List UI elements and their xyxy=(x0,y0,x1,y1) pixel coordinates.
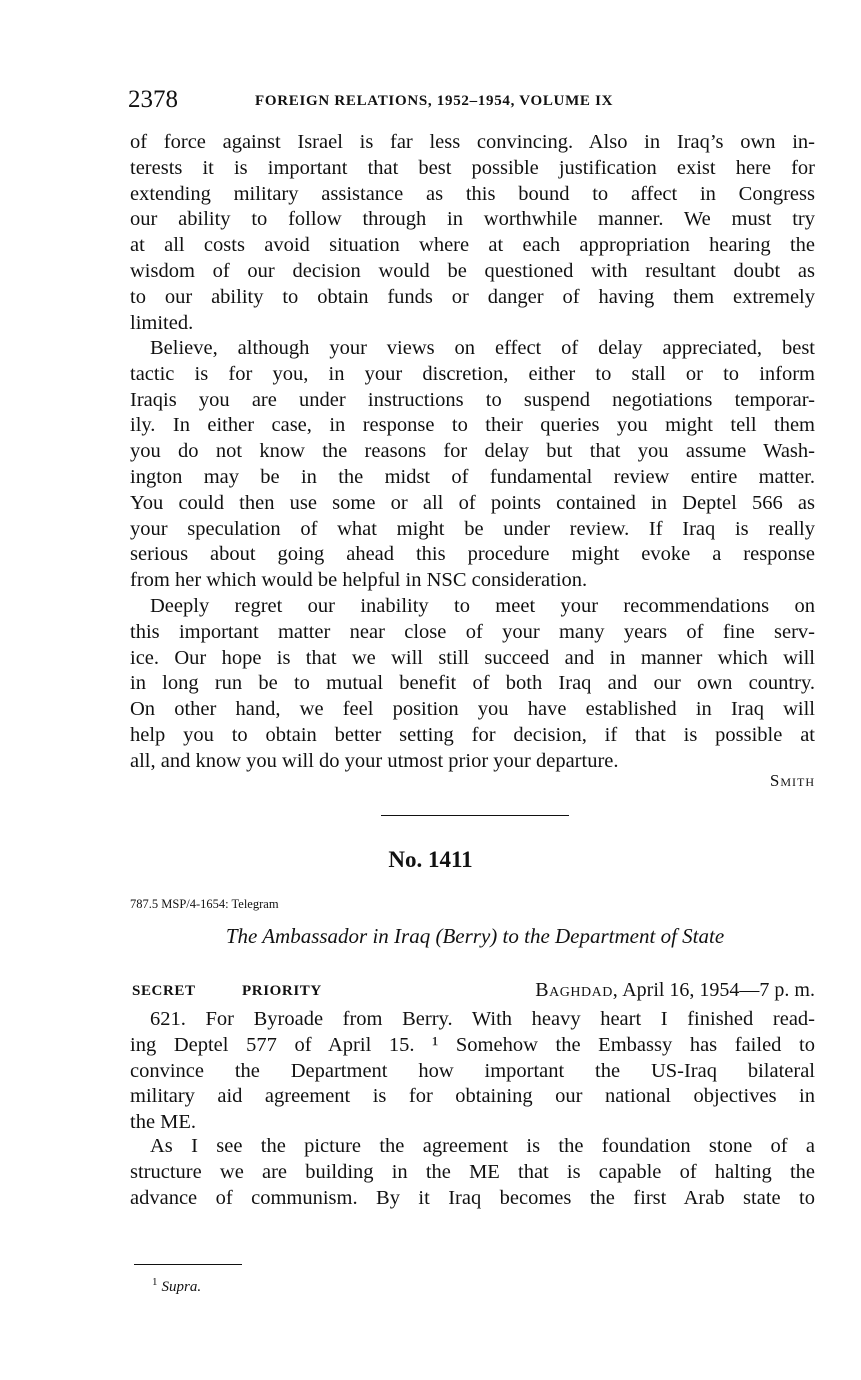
dateline xyxy=(535,979,815,1002)
text-line: the ME. xyxy=(130,1111,197,1134)
continuation-paragraph-2 xyxy=(130,336,815,594)
text-line: of force against Israel is far less convincing. Also in Iraq’s own in- xyxy=(130,131,815,153)
text-line: terests it is important that best possible justification exist here for xyxy=(130,156,815,179)
text-line: military aid agreement is for obtaining our national objectives in xyxy=(130,1085,815,1108)
dateline-place: Baghdad, xyxy=(535,979,619,1001)
text-line: ily. In either case, in response to their queries you might tell them xyxy=(130,414,815,437)
page-header xyxy=(128,86,818,116)
running-head: FOREIGN RELATIONS, 1952–1954, VOLUME IX xyxy=(255,93,614,109)
document-paragraph-2 xyxy=(130,1134,815,1211)
document-paragraph-1 xyxy=(130,1007,815,1136)
footnote-divider xyxy=(134,1264,242,1265)
text-line: wisdom of our decision would be questioned with resultant doubt as xyxy=(130,259,815,282)
text-line: from her which would be helpful in NSC consideration. xyxy=(130,569,588,592)
footnote-text: Supra. xyxy=(161,1279,202,1295)
continuation-paragraph-1 xyxy=(130,130,815,336)
text-line: ington may be in the midst of fundamental review entire matter. xyxy=(130,465,815,488)
text-line: You could then use some or all of points contained in Deptel 566 as xyxy=(130,491,815,514)
text-line: ing Deptel 577 of April 15. ¹ Somehow the Embassy has failed to xyxy=(130,1033,815,1056)
footnote-mark: 1 xyxy=(152,1276,158,1288)
text-line: On other hand, we feel position you have established in Iraq will xyxy=(130,698,815,721)
text-line: to our ability to obtain funds or danger of having them extremely xyxy=(130,285,815,308)
text-line: Iraqis you are under instructions to suspend negotiations temporar- xyxy=(130,388,815,411)
text-line: extending military assistance as this bound to affect in Congress xyxy=(130,182,815,205)
classification-label: SECRET xyxy=(132,983,196,999)
text-line: you do not know the reasons for delay but that you assume Wash- xyxy=(130,440,815,463)
text-line: all, and know you will do your utmost prior your departure. xyxy=(130,749,619,772)
text-line: advance of communism. By it Iraq becomes the first Arab state to xyxy=(130,1186,815,1209)
dateline-date: April 16, 1954—7 p. m. xyxy=(622,979,815,1001)
text-line: our ability to follow through in worthwhile manner. We must try xyxy=(130,208,815,231)
signature: Smith xyxy=(769,771,815,790)
text-line: in long run be to mutual benefit of both Iraq and our own country. xyxy=(130,672,815,695)
text-line: convince the Department how important the US-Iraq bilateral xyxy=(130,1059,815,1082)
text-line: tactic is for you, in your discretion, either to stall or to inform xyxy=(130,362,815,385)
telegram-meta-line xyxy=(132,979,815,1005)
text-line: this important matter near close of your many years of fine serv- xyxy=(130,620,815,643)
text-line: Believe, although your views on effect of delay appreciated, best xyxy=(150,337,815,359)
text-line: 621. For Byroade from Berry. With heavy heart I finished read- xyxy=(150,1008,815,1030)
text-line: limited. xyxy=(130,311,194,334)
text-line: As I see the picture the agreement is the foundation stone of a xyxy=(150,1135,815,1157)
text-line: Deeply regret our inability to meet your recommendations on xyxy=(150,595,815,617)
text-line: at all costs avoid situation where at each appropriation hearing the xyxy=(130,234,815,257)
text-line: help you to obtain better setting for decision, if that is possible at xyxy=(130,723,815,746)
file-reference: 787.5 MSP/4-1654: Telegram xyxy=(130,897,279,911)
text-line: your speculation of what might be under review. If Iraq is really xyxy=(130,517,815,540)
text-line: ice. Our hope is that we will still succeed and in manner which will xyxy=(130,646,815,669)
continuation-paragraph-3 xyxy=(130,594,815,775)
text-line: structure we are building in the ME that is capable of halting the xyxy=(130,1160,815,1183)
footnote xyxy=(152,1276,201,1296)
page-number: 2378 xyxy=(128,86,178,113)
document-number: No. 1411 xyxy=(388,847,473,872)
section-divider xyxy=(381,815,569,816)
text-line: serious about going ahead this procedure might evoke a response xyxy=(130,543,815,566)
priority-label: PRIORITY xyxy=(242,983,322,999)
document-title: The Ambassador in Iraq (Berry) to the Department of State xyxy=(225,924,725,948)
